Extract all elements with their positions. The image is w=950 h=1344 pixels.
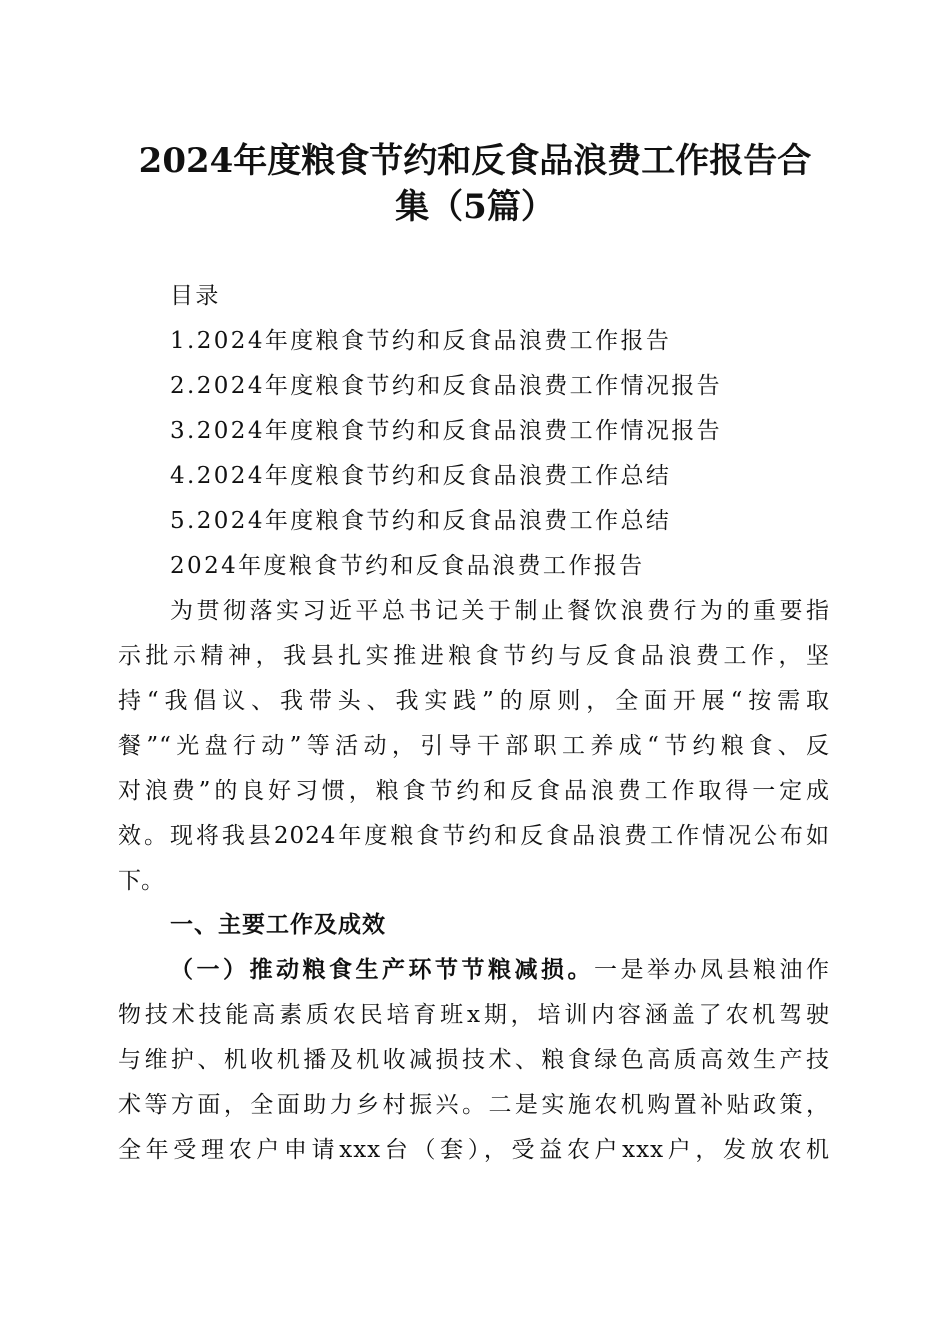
subsection-1-first-line-text: 一是举办凤县粮油作: [594, 957, 830, 983]
intro-line-1: 为贯彻落实习近平总书记关于制止餐饮浪费行为的重要指: [170, 598, 830, 624]
toc-item-2: 2.2024年度粮食节约和反食品浪费工作情况报告: [170, 373, 723, 399]
toc-heading: 目录: [170, 283, 221, 309]
subsection-1-line-2: 物技术技能高素质农民培育班x期，培训内容涵盖了农机驾驶: [118, 1002, 830, 1028]
toc-item-3: 3.2024年度粮食节约和反食品浪费工作情况报告: [170, 418, 723, 444]
intro-line-2: 示批示精神，我县扎实推进粮食节约与反食品浪费工作，坚: [118, 643, 830, 669]
intro-line-5: 对浪费”的良好习惯，粮食节约和反食品浪费工作取得一定成: [118, 778, 830, 804]
article-title: 2024年度粮食节约和反食品浪费工作报告: [170, 553, 645, 579]
toc-item-5: 5.2024年度粮食节约和反食品浪费工作总结: [170, 508, 672, 534]
intro-line-7: 下。: [118, 868, 164, 894]
intro-line-3: 持“我倡议、我带头、我实践”的原则，全面开展“按需取: [118, 688, 830, 714]
toc-item-4: 4.2024年度粮食节约和反食品浪费工作总结: [170, 463, 672, 489]
intro-line-6: 效。现将我县2024年度粮食节约和反食品浪费工作情况公布如: [118, 823, 830, 849]
subsection-1-heading: （一）推动粮食生产环节节粮减损。: [170, 957, 594, 983]
intro-line-4: 餐”“光盘行动”等活动，引导干部职工养成“节约粮食、反: [118, 733, 830, 759]
subsection-1-line-3: 与维护、机收机播及机收减损技术、粮食绿色高质高效生产技: [118, 1047, 830, 1073]
document-title-line-1: 2024年度粮食节约和反食品浪费工作报告合: [138, 141, 812, 181]
section-heading-1: 一、主要工作及成效: [170, 912, 386, 938]
toc-item-1: 1.2024年度粮食节约和反食品浪费工作报告: [170, 328, 672, 354]
document-title-line-2: 集（5篇）: [395, 187, 555, 227]
subsection-1-first-line: [170, 955, 830, 985]
subsection-1-line-4: 术等方面，全面助力乡村振兴。二是实施农机购置补贴政策，: [118, 1092, 830, 1118]
subsection-1-line-5: 全年受理农户申请xxx台（套），受益农户xxx户，发放农机: [118, 1137, 830, 1163]
